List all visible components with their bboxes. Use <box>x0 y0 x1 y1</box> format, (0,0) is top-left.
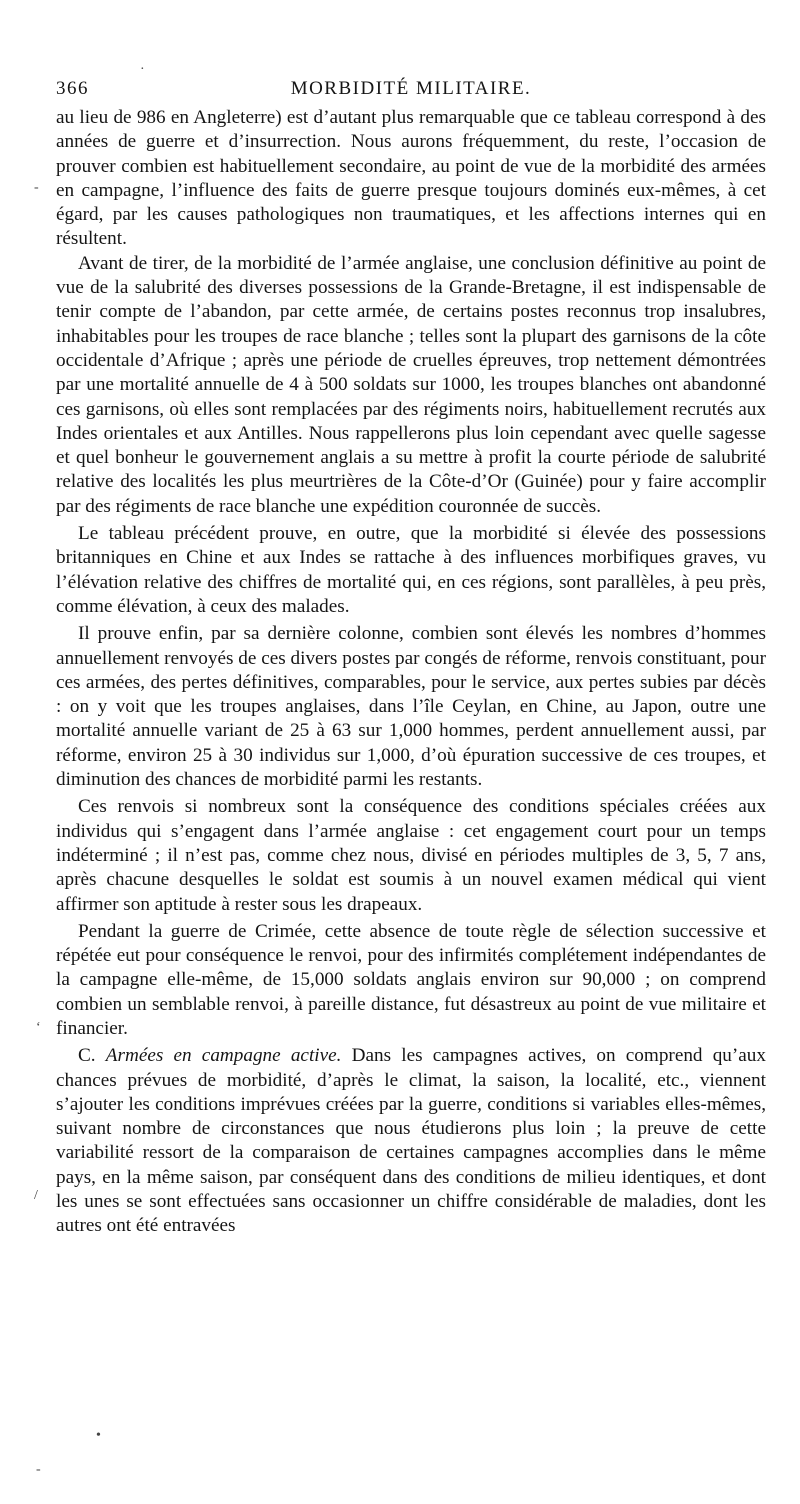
scan-speck: - <box>36 1462 41 1477</box>
scan-speck: • <box>96 1428 101 1443</box>
paragraph-derniere-colonne: Il prouve enfin, par sa dernière colonne, combien sont élevés les nombres d’hommes annuellement renvoyés de ces divers postes par congés de réforme, renvois constituant, pour ces armées, des pertes définitives, comparables, pour le service, aux pertes subies par décès : on y voit que les troupes anglaises, dans l’île Ceylan, en Chine, au Japon, outre une mortalité annuelle variant de 25 à 63 sur 1,000 hommes, perdent annuellement aussi, par réforme, environ 25 à 30 individus sur 1,000, d’où épuration successive de ces troupes, et diminution des chances de morbidité parmi les restants. <box>56 623 766 791</box>
section-c-text: Dans les campagnes actives, on comprend qu’aux chances prévues de morbidité, d’après le climat, la saison, la localité, etc., viennent s’ajouter les conditions imprévues créées par la guerre, conditions si variables elles-mêmes, suivant nombre de circonstances que nous étudierons plus loin ; la preuve de cette variabilité ressort de la comparaison de certaines campagnes accomplies dans le même pays, en la même saison, par conséquent dans des conditions de milieu identiques, et dont les unes se sont effectuées sans occasionner un chiffre considérable de maladies, dont les autres ont été entravées <box>56 1045 766 1237</box>
section-c-label: C. <box>78 1045 106 1067</box>
paragraph-renvois: Ces renvois si nombreux sont la conséquence des conditions spéciales créées aux individus qui s’engagent dans l’armée anglaise : cet engagement court pour un temps indéterminé ; il n’est pas, comme chez nous, divisé en périodes multiples de 3, 5, 7 ans, après chacune desquelles le soldat est soumis à un nouvel examen médical qui vient affirmer son aptitude à rester sous les drapeaux. <box>56 796 766 915</box>
scan-speck: / <box>34 1188 38 1203</box>
running-title: MORBIDITÉ MILITAIRE. <box>290 78 532 99</box>
section-c-heading: Armées en campagne active. <box>105 1045 342 1067</box>
paragraph-conclusion-definitive: Avant de tirer, de la morbidité de l’armée anglaise, une conclusion définitive au point de vue de la salubrité des diverses possessions de la Grande-Bretagne, il est indispensable de tenir compte de l’abandon, par cette armée, de certains postes reconnus trop insalubres, inhabitables pour les troupes de race blanche ; telles sont la plupart des garnisons de la côte occidentale d’Afrique ; après une période de cruelles épreuves, trop nettement démontrées par une mortalité annuelle de 4 à 500 soldats sur 1000, les troupes blanches ont abandonné ces garnisons, où elles sont remplacées par des régiments noirs, habituellement recrutés aux Indes orientales et aux Antilles. Nous rappellerons plus loin cependant avec quelle sagesse et quel bonheur le gouvernement anglais a su mettre à profit la courte période de salubrité relative des localités les plus meurtrières de la Côte-d’Or (Guinée) pour y faire accomplir par des régiments de race blanche une expédition couronnée de succès. <box>56 252 766 517</box>
body-text <box>56 106 766 1239</box>
book-page <box>56 78 766 1239</box>
scan-speck: ‘ <box>36 1020 41 1035</box>
paragraph-continuation: au lieu de 986 en Angleterre) est d’autant plus remarquable que ce tableau correspond à des années de guerre et d’insurrection. Nous aurons fréquemment, du reste, l’occasion de prouver combien est habituellement secondaire, au point de vue de la morbidité des armées en campagne, l’influence des faits de guerre presque toujours dominés eux-mêmes, à cet égard, par les causes pathologiques non traumatiques, et les affections internes qui en résultent. <box>56 107 766 250</box>
paragraph-tableau-precedent: Le tableau précédent prouve, en outre, que la morbidité si élevée des possessions britanniques en Chine et aux Indes se rattache à des influences morbifiques graves, vu l’élévation relative des chiffres de mortalité qui, en ces régions, sont parallèles, à peu près, comme élévation, à ceux des malades. <box>56 523 766 617</box>
page-number: 366 <box>56 78 89 99</box>
section-c-paragraph <box>56 1044 766 1238</box>
running-head <box>56 78 766 108</box>
paragraph-guerre-de-crimee: Pendant la guerre de Crimée, cette absence de toute règle de sélection successive et répétée eut pour conséquence le renvoi, pour des infirmités complétement indépendantes de la campagne elle-même, de 15,000 soldats anglais environ sur 90,000 ; on comprend combien un semblable renvoi, à pareille distance, fut désastreux au point de vue militaire et financier. <box>56 920 766 1039</box>
scan-speck: · <box>140 62 145 77</box>
scan-speck: - <box>34 180 39 195</box>
